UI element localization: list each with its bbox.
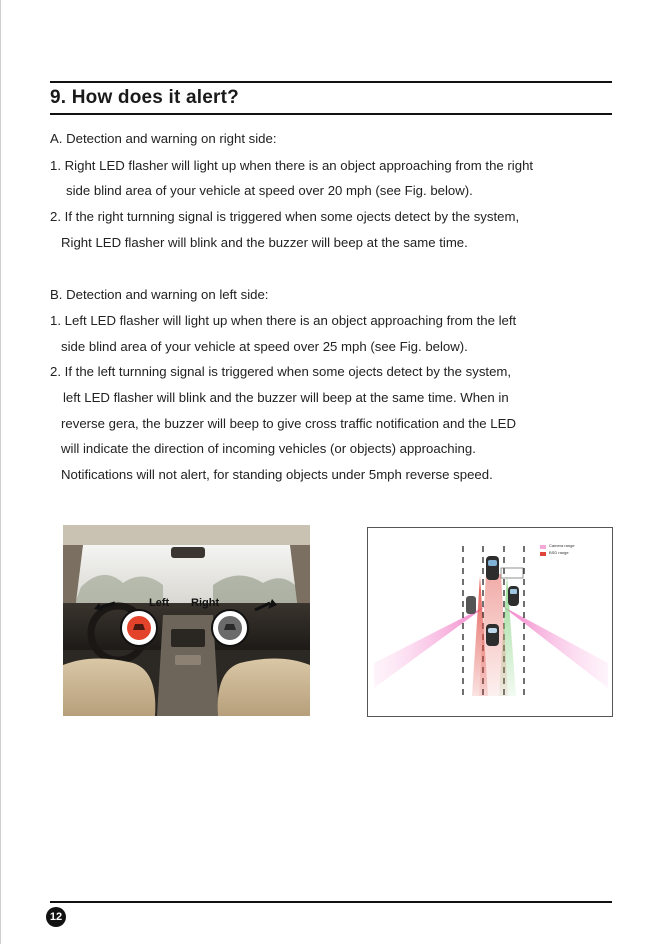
page-number-badge: 12 [46, 907, 66, 927]
legend-swatch-bsd [540, 552, 546, 556]
part-b-item2-line4: will indicate the direction of incoming vehicles (or objects) approaching. [61, 441, 476, 456]
heading-rule-top [50, 81, 612, 83]
car-interior-illustration [63, 525, 310, 716]
part-b-item1-line2: side blind area of your vehicle at speed over 25 mph (see Fig. below). [61, 339, 468, 354]
part-a-item2-line1: 2. If the right turnning signal is triggered when some ojects detect by the system, [50, 209, 520, 224]
part-b-title: B. Detection and warning on left side: [50, 287, 269, 302]
legend-camera-range: Camera range [549, 543, 575, 548]
right-label: Right [191, 597, 220, 609]
part-b-item1-line1: 1. Left LED flasher will light up when there is an object approaching from the left [50, 313, 517, 328]
part-b-item2-line1: 2. If the left turnning signal is triggered when some ojects detect by the system, [50, 364, 512, 379]
page-edge [0, 0, 1, 944]
bsd-range-illustration [368, 528, 612, 716]
footer-rule [50, 901, 612, 903]
part-b-item2-line2: left LED flasher will blink and the buzzer will beep at the same time. When in [63, 390, 509, 405]
part-a-item1-line1: 1. Right LED flasher will light up when there is an object approaching from the right [50, 158, 534, 173]
part-a-title: A. Detection and warning on right side: [50, 131, 277, 146]
part-b-item2-line3: reverse gera, the buzzer will beep to give cross traffic notification and the LED [61, 416, 516, 431]
legend-bsd-range: BSD range [549, 550, 569, 555]
section-heading: 9. How does it alert? [50, 87, 239, 108]
bsd-range-diagram [367, 527, 613, 717]
heading-rule-bottom [50, 113, 612, 115]
legend-swatch-camera [540, 545, 546, 549]
car-interior-photo [63, 525, 310, 716]
left-label: Left [149, 597, 170, 609]
part-b-item2-line5: Notifications will not alert, for standing objects under 5mph reverse speed. [61, 467, 493, 482]
part-a-item2-line2: Right LED flasher will blink and the buzzer will beep at the same time. [61, 235, 468, 250]
part-a-item1-line2: side blind area of your vehicle at speed over 20 mph (see Fig. below). [66, 183, 473, 198]
